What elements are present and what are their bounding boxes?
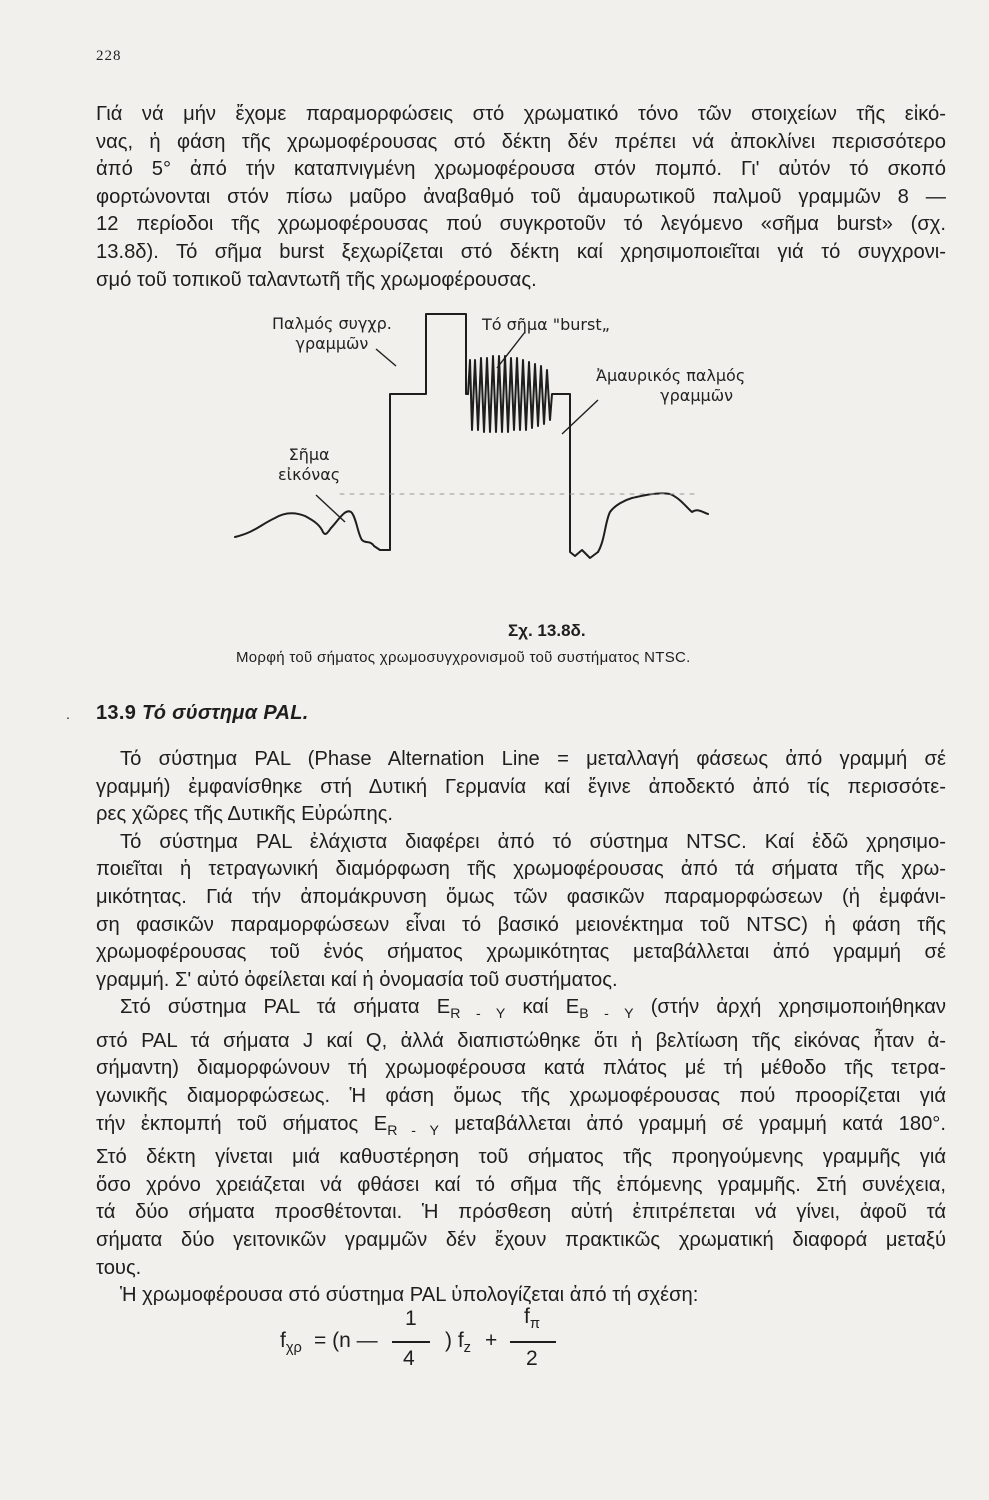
figure-ntsc-burst xyxy=(200,300,760,630)
text-line: σμό τοῦ τοπικοῦ ταλαντωτῆ τῆς χρωμοφέρουσας. xyxy=(96,268,537,291)
formula-frac1-den: 4 xyxy=(403,1347,415,1370)
text-line: 12 περίοδοι τῆς χρωμοφέρουσας πού συγκροτοῦν τό λεγόμενο «σῆμα burst» (σχ. xyxy=(96,213,946,236)
formula-lhs: $f_{\chi\rho}$ xyxy=(280,1329,302,1357)
figure-caption-text: Μορφή τοῦ σήματος χρωμοσυγχρονισμοῦ τοῦ συστήματος NTSC. xyxy=(236,649,691,666)
text-line: σήμαντη) διαμορφώνουν τή χρωμοφέρουσα κατά πλάτος μέ τή μέθοδο τῆς τετρα- xyxy=(96,1057,946,1080)
text-line: ποιεῖται ἡ τετραγωνική διαμόρφωση τῆς χρωμοφέρουσας ἀπό τά σήματα τῆς χρω- xyxy=(96,858,946,881)
pointer-blanking xyxy=(562,400,598,434)
pointer-video xyxy=(316,495,345,522)
label-burst: Τό σῆμα "burst„ xyxy=(482,315,610,334)
text-line: ση φασικῶν παραμορφώσεων εἶναι τό βασικό μειονέκτημα τοῦ NTSC) ἡ φάση τῆς xyxy=(96,913,946,936)
text-line: Τό σύστημα PAL ἐλάχιστα διαφέρει ἀπό τό σύστημα NTSC. Καί ἐδῶ χρησιμο- xyxy=(120,830,946,853)
text-line: τους. xyxy=(96,1256,142,1279)
burst-signal xyxy=(468,356,563,432)
text-line: γραμμή. Σ' αὐτό ὀφείλεται καί ἡ ὀνομασία τοῦ συστήματος. xyxy=(96,968,618,991)
formula-chrominance-frequency xyxy=(280,1305,600,1385)
text-line: τήν ἐκπομπή τοῦ σήματος $E_{R - Y}$ μεταβάλλεται ἀπό γραμμή σέ γραμμή κατά 180°. xyxy=(96,1112,946,1138)
text-line: Στό σύστημα PAL τά σήματα $E_{R - Y}$ καί $E_{B - Y}$ (στήν ἀρχή χρησιμοποιήθηκαν xyxy=(120,996,947,1022)
section-title: Τό σύστημα PAL. xyxy=(142,702,309,724)
label-blanking-pulse: Ἀμαυρικός παλμός γραμμῶν xyxy=(596,366,746,405)
blanking-pulse-left xyxy=(380,314,468,550)
formula-plus: + xyxy=(485,1329,498,1352)
text-line: ρες χῶρες τῆς Δυτικῆς Εὐρώπης. xyxy=(96,803,394,826)
text-line: Γιά νά μήν ἔχομε παραμορφώσεις στό χρωματικό τόνο τῶν στοιχείων τῆς εἰκό- xyxy=(96,103,946,125)
formula-frac1-bar xyxy=(392,1341,430,1343)
video-signal-left xyxy=(235,511,380,550)
label-video-signal: Σῆμα εἰκόνας xyxy=(278,445,341,484)
formula-frac2-num: $f_\pi$ xyxy=(524,1305,540,1333)
intro-paragraph xyxy=(96,101,946,294)
text-line: ὅσο χρόνο χρειάζεται νά φθάσει καί τό σῆμα τῆς ἑπόμενης γραμμῆς. Στή συνέχεια, xyxy=(96,1173,946,1196)
label-sync-pulse: Παλμός συγχρ. γραμμῶν xyxy=(272,314,392,353)
body-text xyxy=(96,746,946,1310)
text-line: Στό δέκτη γίνεται μιά καθυστέρηση τοῦ σήματος τῆς προηγούμενης γραμμῆς γιά xyxy=(96,1146,946,1169)
text-line: 13.8δ). Τό σῆμα burst ξεχωρίζεται στό δέκτη καί χρησιμοποιεῖται γιά τό συγχρονι- xyxy=(96,240,946,263)
blanking-pulse-right xyxy=(563,394,598,558)
formula-frac2-bar xyxy=(510,1341,556,1343)
text-line: χρωμοφέρουσας τοῦ ἑνός σήματος χρωμικότητας μεταβάλλεται ἀπό γραμμή σέ xyxy=(96,941,946,964)
text-line: φορτώνονται στόν πίσω μαῦρο ἀναβαθμό τοῦ ἀμαυρωτικοῦ παλμοῦ γραμμῶν 8 — xyxy=(96,185,946,208)
text-line: νας, ἡ φάση τῆς χρωμοφέρουσας στό δέκτη δέν πρέπει νά ἀποκλίνει περισσότερο xyxy=(96,130,946,153)
text-line: Τό σύστημα PAL (Phase Alternation Line = μεταλλαγή φάσεως ἀπό γραμμή σέ xyxy=(120,748,946,770)
text-line: Ἡ χρωμοφέρουσα στό σύστημα PAL ὑπολογίζεται ἀπό τή σχέση: xyxy=(120,1284,699,1307)
text-line: ἀπό 5° ἀπό τήν καταπνιγμένη χρωμοφέρουσα στόν πομπό. Γι' αὐτόν τό σκοπό xyxy=(96,158,946,181)
margin-mark: . xyxy=(66,706,70,722)
text-line: στό PAL τά σήματα J καί Q, ἀλλά διαπιστώθηκε ὅτι ἡ βελτίωση τῆς εἰκόνας ἦταν ἀ- xyxy=(96,1029,946,1052)
text-line: μικότητας. Γιά τήν ἀπομάκρυνση ὅμως τῶν φασικῶν παραμορφώσεων (ἡ ἐμφάνι- xyxy=(96,885,946,908)
page-number: 228 xyxy=(96,48,122,64)
video-signal-right xyxy=(598,493,708,552)
figure-caption-number: Σχ. 13.8δ. xyxy=(508,621,586,640)
section-heading xyxy=(96,702,309,725)
formula-mid: ) $f_z$ xyxy=(445,1329,472,1357)
text-line: τά δύο σήματα προσθέτονται. Ἡ πρόσθεση αὐτή ἐπιτρέπεται νά γίνει, ἀφοῦ τά xyxy=(96,1201,946,1224)
formula-frac2-den: 2 xyxy=(526,1347,538,1370)
text-line: γραμμή) ἐμφανίσθηκε στή Δυτική Γερμανία καί ἔγινε ἀποδεκτό ἀπό τίς περισσότε- xyxy=(96,775,946,798)
text-line: σήματα δύο γειτονικῶν γραμμῶν δέν ἔχουν πρακτικῶς χρωματική διαφορά μεταξύ xyxy=(96,1228,946,1251)
formula-frac1-num: 1 xyxy=(405,1307,417,1330)
section-number: 13.9 xyxy=(96,702,137,724)
formula-equals: = (n — xyxy=(314,1329,378,1352)
text-line: γωνικῆς διαμορφώσεως. Ἡ φάση ὅμως τῆς χρωμοφέρουσας πού προορίζεται γιά xyxy=(96,1085,946,1108)
